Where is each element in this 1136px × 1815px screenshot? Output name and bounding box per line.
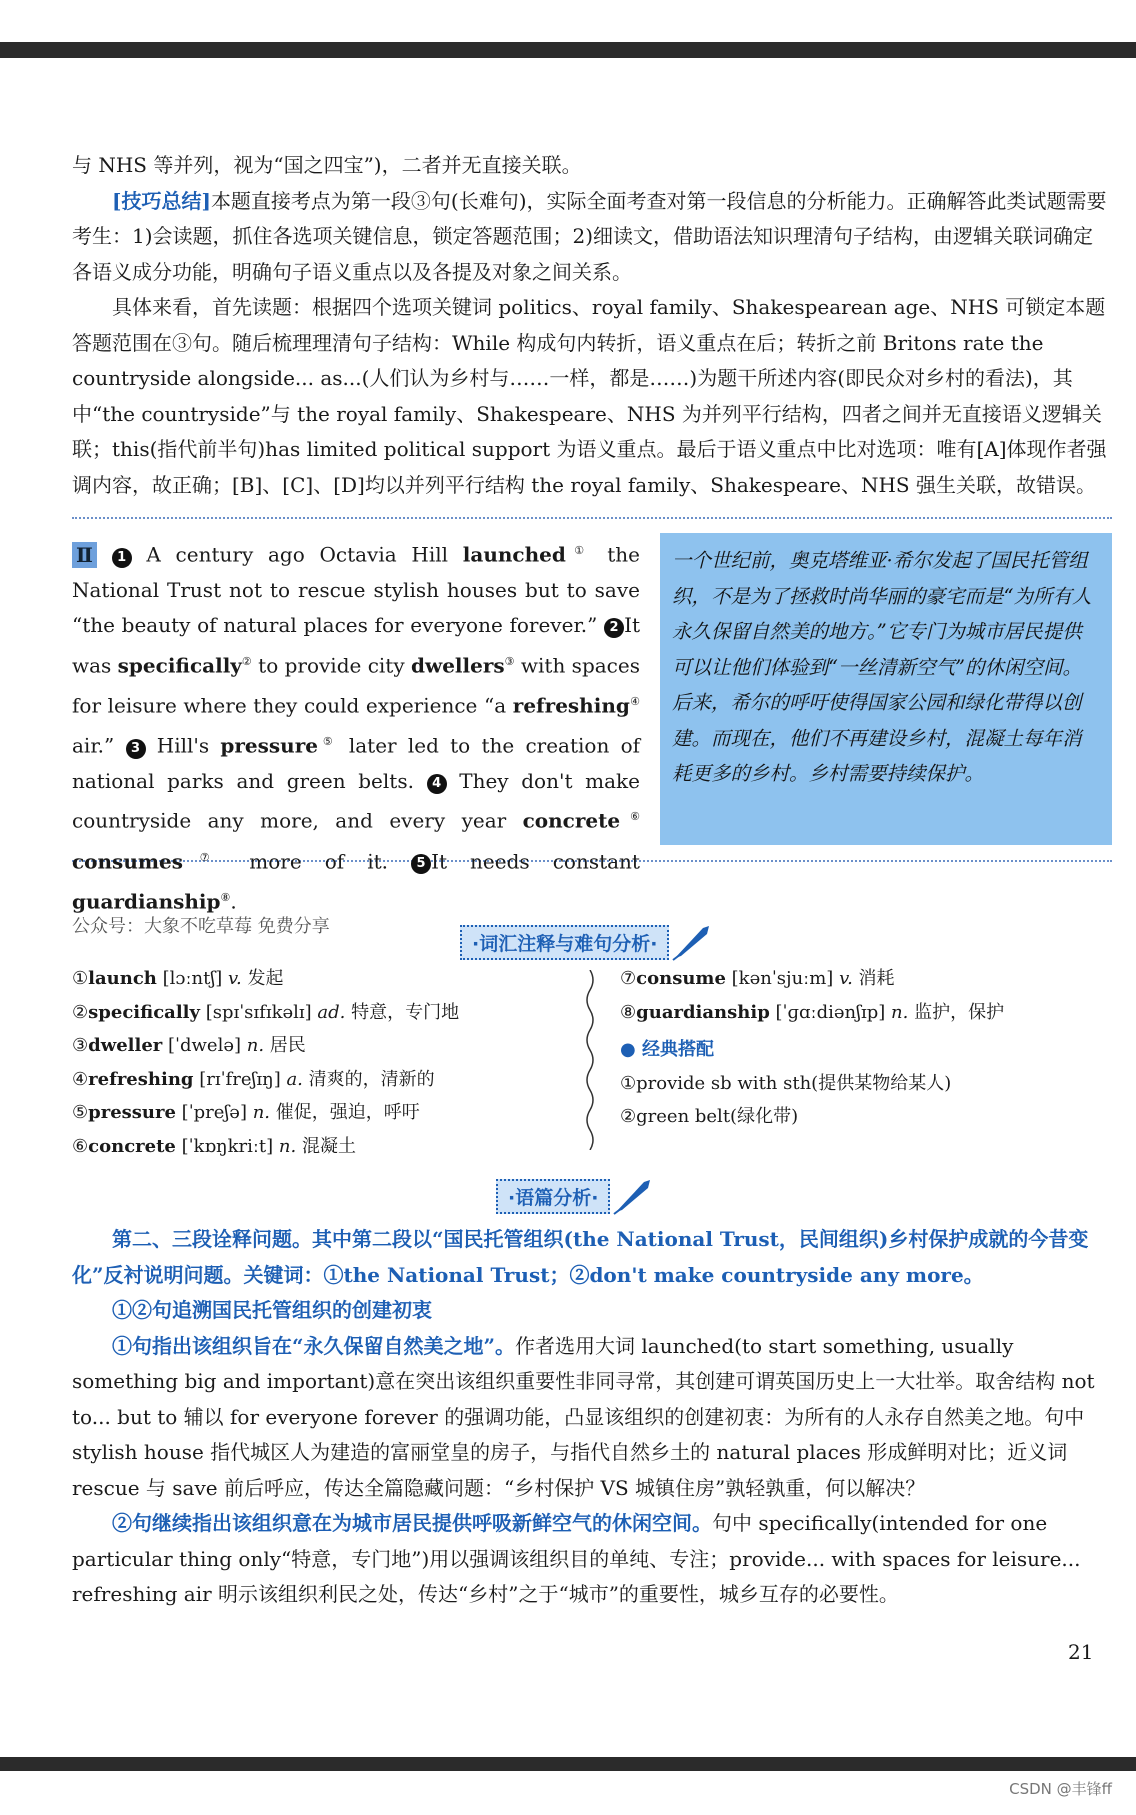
analysis-banner bbox=[496, 1176, 654, 1216]
quill-pen-icon bbox=[669, 922, 713, 962]
sentence-2-marker: 2 bbox=[604, 618, 624, 638]
analysis-body bbox=[72, 1222, 1112, 1613]
sentence-3-marker: 3 bbox=[126, 739, 146, 759]
analysis-para-2: ②句继续指出该组织意在为城市居民提供呼吸新鲜空气的休闲空间。句中 specifically(intended for one particular thing only“特意，专门地”)用以强调该组织目的单纯、专注；provide... with spaces for leisure... refreshing air 明示该组织利民之处，传达“乡村”之于“城市”的重要性，城乡互存的必要性。 bbox=[72, 1511, 1081, 1606]
quill-pen-icon bbox=[610, 1176, 654, 1216]
translation-box: 一个世纪前，奥克塔维亚·希尔发起了国民托管组织，不是为了拯救时尚华丽的豪宅而是“为所有人永久保留自然美的地方。”它专门为城市居民提供可以让他们体验到“一丝清新空气”的休闲空间。后来，希尔的呼吁使得国家公园和绿化带得以创建。而现在，他们不再建设乡村，混凝土每年消耗更多的乡村。乡村需要持续保护。 bbox=[660, 533, 1112, 845]
passage-section bbox=[72, 525, 1112, 914]
vocab-entry: ③dweller [ˈdwelə] n. 居民 bbox=[72, 1035, 306, 1056]
vocab-entry: ⑤pressure [ˈpreʃə] n. 催促，强迫，呼吁 bbox=[72, 1102, 420, 1123]
wavy-divider bbox=[580, 970, 600, 1150]
paragraph-1: 与 NHS 等并列，视为“国之四宝”)，二者并无直接关联。 bbox=[72, 153, 582, 177]
analysis-intro: 第二、三段诠释问题。其中第二段以“国民托管组织(the National Trust，民间组织)乡村保护成就的今昔变化”反衬说明问题。关键词：①the National Trust；②don't make countryside any more。 bbox=[72, 1227, 1089, 1287]
top-bar bbox=[0, 42, 1136, 58]
analysis-para-1: ①句指出该组织旨在“永久保留自然美之地”。作者选用大词 launched(to start something, usually something big and important)意在突出该组织重要性非同寻常，其创建可谓英国历史上一大壮举。取舍结构 not to... but to 辅以 for everyone forever 的强调功能，凸显该组织的创建初衷：为所有的人永存自然美之地。句中 stylish house 指代城区人为建造的富丽堂皇的房子，与指代自然乡土的 natural places 形成鲜明对比；近义词 rescue 与 save 前后呼应，传达全篇隐藏问题：“乡村保护 VS 城镇住房”孰轻孰重，何以解决？ bbox=[72, 1333, 1095, 1500]
vocab-entry: ⑥concrete [ˈkɒŋkriːt] n. 混凝土 bbox=[72, 1135, 356, 1157]
collocation-item: ①provide sb with sth(提供某物给某人) bbox=[620, 1072, 952, 1094]
sentence-1-marker: 1 bbox=[112, 548, 132, 568]
sentence-4-marker: 4 bbox=[427, 774, 447, 794]
analysis-title: ·语篇分析· bbox=[496, 1179, 610, 1214]
vocab-entry: ②specifically [spɪˈsɪfɪkəlɪ] ad. 特意，专门地 bbox=[72, 1001, 460, 1023]
collocation-heading: ● 经典搭配 bbox=[620, 1039, 714, 1060]
analysis-subheading: ①②句追溯国民托管组织的创建初衷 bbox=[112, 1298, 432, 1322]
vocab-entry: ⑦consume [kənˈsjuːm] v. 消耗 bbox=[620, 968, 895, 989]
collocation-item: ②green belt(绿化带) bbox=[620, 1106, 799, 1127]
vocab-entry: ⑧guardianship [ˈɡɑːdiənʃɪp] n. 监护，保护 bbox=[620, 1001, 1005, 1023]
paragraph-3: 具体来看，首先读题：根据四个选项关键词 politics、royal family、Shakespearean age、NHS 可锁定本题答题范围在③句。随后梳理理清句子结构：While 构成句内转折，语义重点在后；转折之前 Britons rate the countryside alongside... as...(人们认为乡村与……一样，都是……)为题干所述内容(即民众对乡村的看法)，其中“the countryside”与 the royal family、Shakespeare、NHS 为并列平行结构，四者之间并无直接语义逻辑关联；this(指代前半句)has limited political support 为语义重点。最后于语义重点中比对选项：唯有[A]体现作者强调内容，故正确；[B]、[C]、[D]均以并列平行结构 the royal family、Shakespeare、NHS 强生关联，故错误。 bbox=[72, 295, 1107, 497]
footer-credit: CSDN @丰锋ff bbox=[1009, 1780, 1112, 1798]
page-number: 21 bbox=[1068, 1640, 1094, 1664]
roman-numeral: Ⅱ bbox=[72, 542, 97, 568]
vocab-banner bbox=[460, 922, 713, 962]
bottom-bar bbox=[0, 1757, 1136, 1771]
vocab-title: ·词汇注释与难句分析· bbox=[460, 925, 669, 960]
watermark-text: 公众号：大象不吃草莓 免费分享 bbox=[72, 916, 330, 937]
page-body bbox=[72, 148, 1112, 914]
vocab-entry: ①launch [lɔːntʃ] v. 发起 bbox=[72, 968, 284, 989]
paragraph-2: [技巧总结]本题直接考点为第一段③句(长难句)，实际全面考查对第一段信息的分析能力。正确解答此类试题需要考生：1)会读题，抓住各选项关键信息，锁定答题范围；2)细读文，借助语法知识理清句子结构，由逻辑关联词确定各语义成分功能，明确句子语义重点以及各提及对象之间关系。 bbox=[72, 188, 1107, 284]
sentence-5-marker: 5 bbox=[411, 854, 431, 874]
passage-english: Ⅱ 1 A century ago Octavia Hill launched① the National Trust not to rescue stylish houses but to save “the beauty of natural places for everyone forever.” 2 It was specifically② to provide city dwellers③ with spaces for leisure where they could experience “a refreshing④ air.” 3 Hill's pressure⑤ later led to the creation of national parks and green belts. 4 They don't make countryside any more, and every year concrete⑥ consumes⑦ more of it. 5 It needs constant guardianship⑧. bbox=[72, 542, 641, 914]
bullet-icon: ● bbox=[620, 1039, 636, 1060]
divider-top bbox=[72, 517, 1112, 519]
vocab-right-column bbox=[620, 962, 1110, 1134]
vocab-section bbox=[72, 962, 1112, 1162]
vocab-left-column bbox=[72, 962, 572, 1163]
vocab-entry: ④refreshing [rɪˈfreʃɪŋ] a. 清爽的，清新的 bbox=[72, 1068, 435, 1090]
tip-label: [技巧总结] bbox=[112, 188, 211, 213]
